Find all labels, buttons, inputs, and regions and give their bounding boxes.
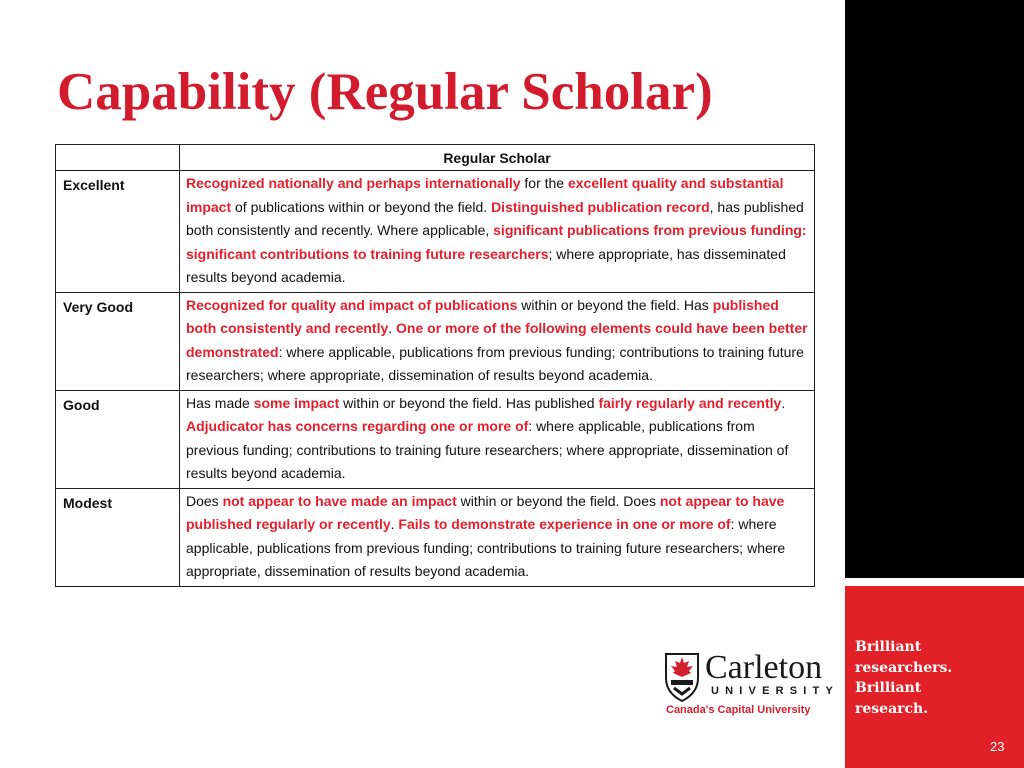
description-text: ; where appropriate, has disseminated results beyond academia.	[186, 245, 786, 285]
highlighted-phrase: One or more of the following elements could have been better demonstrated	[186, 320, 808, 360]
slide-title: Capability (Regular Scholar)	[57, 63, 713, 121]
rating-level-cell: Modest	[56, 488, 180, 586]
table-body	[56, 171, 815, 587]
table-row	[56, 488, 815, 586]
sidebar-black-panel	[845, 0, 1024, 578]
logo-wordmark: Carleton	[705, 649, 823, 686]
description-text: for the	[520, 175, 568, 191]
table-row	[56, 171, 815, 293]
highlighted-phrase: fairly regularly and recently	[598, 394, 782, 411]
description-text: within or beyond the field. Has	[517, 296, 713, 313]
logo-university-label: UNIVERSITY	[711, 685, 840, 697]
tagline-line: Brilliant	[855, 639, 922, 655]
highlighted-phrase: not appear to have published regularly or recently	[186, 492, 785, 532]
table-header-row	[56, 145, 815, 171]
corner-cell	[56, 145, 180, 171]
highlighted-phrase: Recognized for quality and impact of publications	[186, 296, 518, 313]
logo-motto: Canada's Capital University	[666, 704, 811, 716]
description-text: .	[390, 516, 399, 532]
description-text: .	[781, 394, 786, 411]
page-number: 23	[990, 739, 1005, 754]
carleton-logo	[664, 649, 840, 722]
highlighted-phrase: Adjudicator has concerns regarding one or more of	[186, 418, 529, 434]
tagline-line: researchers.	[855, 659, 953, 676]
highlighted-phrase: not appear to have made an impact	[222, 492, 457, 509]
highlighted-phrase: significant publications from previous funding: significant contributions to training future researchers	[186, 222, 807, 262]
description-text: Does	[186, 492, 223, 509]
university-crest-icon	[664, 652, 700, 702]
rating-description-cell	[180, 171, 815, 293]
description-text: , has published both consistently and recently. Where applicable,	[186, 198, 804, 238]
rating-level-cell: Good	[56, 390, 180, 488]
column-header-regular-scholar: Regular Scholar	[180, 145, 815, 171]
description-text: of publications within or beyond the field.	[231, 198, 492, 215]
description-text: Has made	[186, 394, 254, 411]
highlighted-phrase: Fails to demonstrate experience in one or more of	[398, 516, 731, 532]
tagline-line: Brilliant	[855, 680, 922, 696]
description-text: : where applicable, publications from previous funding; contributions to training future researchers; where appropriate, dissemination of results beyond academia.	[186, 516, 786, 579]
table-row	[56, 292, 815, 390]
description-text: .	[388, 320, 397, 336]
description-text: within or beyond the field. Has published	[339, 394, 599, 411]
brand-tagline	[855, 637, 952, 719]
highlighted-phrase: some impact	[253, 394, 340, 411]
highlighted-phrase: published both consistently and recently	[186, 296, 779, 336]
highlighted-phrase: Distinguished publication record	[491, 198, 710, 215]
rating-level-cell: Very Good	[56, 292, 180, 390]
table-row	[56, 390, 815, 488]
description-text: : where applicable, publications from previous funding; contributions to training future researchers; where appropriate, dissemination of results beyond academia.	[186, 343, 804, 383]
rating-level-cell: Excellent	[56, 171, 180, 293]
capability-rubric-table	[55, 144, 815, 587]
highlighted-phrase: excellent quality and substantial impact	[186, 175, 784, 215]
highlighted-phrase: Recognized nationally and perhaps internationally	[186, 175, 521, 191]
description-text: within or beyond the field. Does	[456, 492, 660, 509]
rating-description-cell	[180, 488, 815, 586]
tagline-line: research.	[855, 700, 929, 717]
rating-description-cell	[180, 292, 815, 390]
rating-description-cell	[180, 390, 815, 488]
description-text: : where applicable, publications from previous funding; contributions to training future researchers; where appropriate, dissemination of results beyond academia.	[186, 418, 789, 481]
